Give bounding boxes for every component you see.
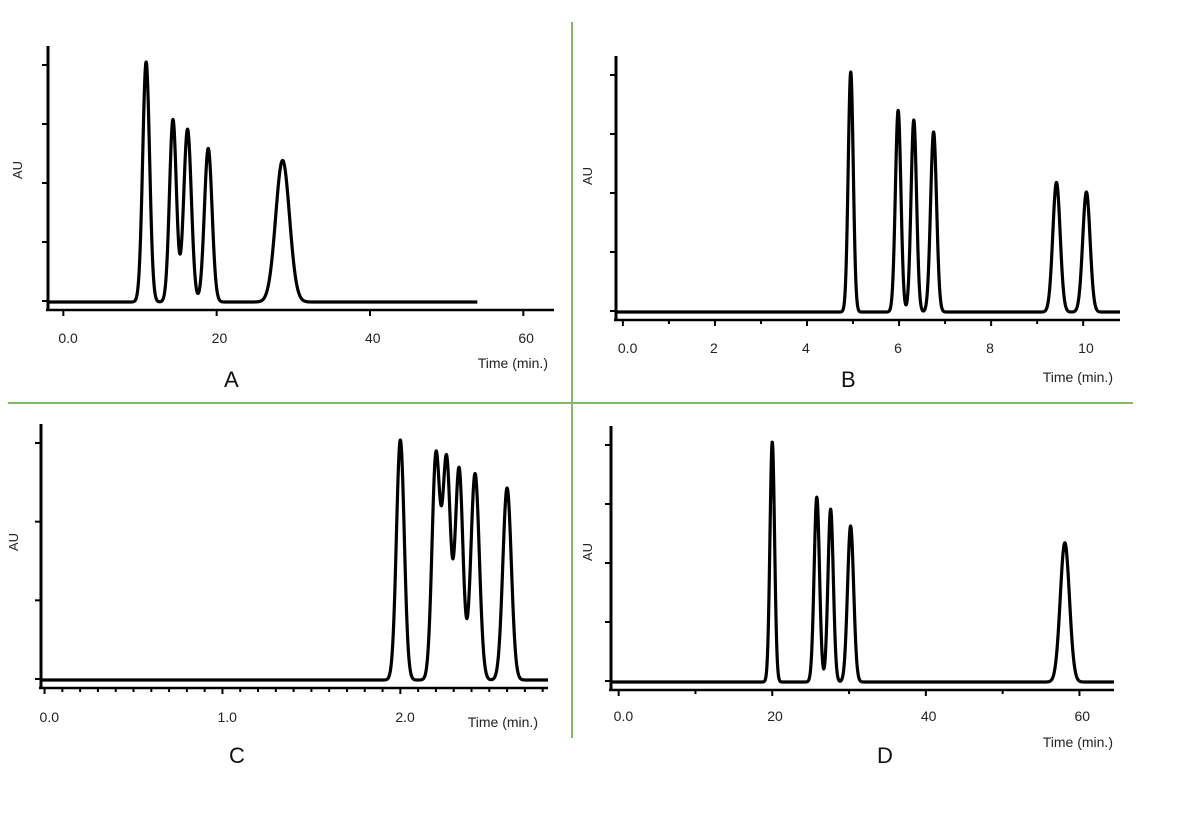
x-tick-label: 20 [767,708,783,724]
x-tick-label: 6 [894,340,902,356]
x-tick-label: 0.0 [39,709,60,725]
peak-point [771,441,773,443]
chromatogram-panel-b [578,42,1133,398]
x-tick-label: 60 [518,330,534,346]
x-axis-label: Time (min.) [467,714,538,730]
peak-point [446,461,448,463]
peak-point [830,508,832,510]
chart-svg [8,34,568,400]
chart-svg [8,410,568,776]
peak-point [1056,182,1058,184]
x-tick-label: 8 [986,340,994,356]
peak-point [458,468,460,470]
x-tick-label: 0.0 [613,708,634,724]
y-axis-label: AU [580,542,595,562]
chromatogram-panel-d [578,410,1133,776]
peak-point [850,525,852,527]
peak-point [282,160,284,162]
x-tick-label: 0.0 [58,330,78,346]
trace-line [48,62,477,302]
x-tick-label: 10 [1078,340,1094,356]
peak-point [145,61,147,63]
trace-line [41,440,548,680]
x-tick-label: 40 [365,330,381,346]
trace-line [611,442,1114,682]
peak-point [1086,191,1088,193]
vertical-divider [571,22,573,738]
trace-line [616,72,1120,312]
peak-point [506,487,508,489]
chromatogram-panel-a [8,34,568,400]
x-tick-label: 0.0 [617,340,638,356]
peak-point [1064,542,1066,544]
x-axis-label: Time (min.) [477,355,548,371]
horizontal-divider [8,402,1133,404]
x-axis-label: Time (min.) [1042,369,1113,385]
chromatogram-panel-c [8,410,568,776]
peak-point [400,439,402,441]
y-axis-label: AU [6,532,21,552]
peak-point [816,496,818,498]
chart-svg [578,410,1133,776]
peak-point [474,473,476,475]
x-tick-label: 1.0 [217,709,237,725]
chart-svg [578,42,1133,398]
peak-point [172,119,174,121]
x-tick-label: 20 [211,330,228,346]
x-tick-label: 2.0 [395,709,415,725]
x-tick-label: 60 [1074,708,1091,724]
panel-label-c: C [229,743,245,768]
peak-point [933,131,935,133]
x-tick-label: 40 [920,708,937,724]
x-tick-label: 2 [709,340,718,356]
peak-point [435,456,437,458]
panel-label-d: D [877,743,893,768]
x-axis-label: Time (min.) [1042,734,1113,750]
panel-label-b: B [841,367,856,392]
peak-point [850,71,852,73]
y-axis-label: AU [10,160,25,180]
y-axis-label: AU [580,166,595,186]
peak-point [187,128,189,130]
peak-point [207,148,209,150]
peak-point [897,110,899,112]
peak-point [913,119,915,121]
panel-label-a: A [224,367,239,392]
x-tick-label: 4 [802,340,810,356]
